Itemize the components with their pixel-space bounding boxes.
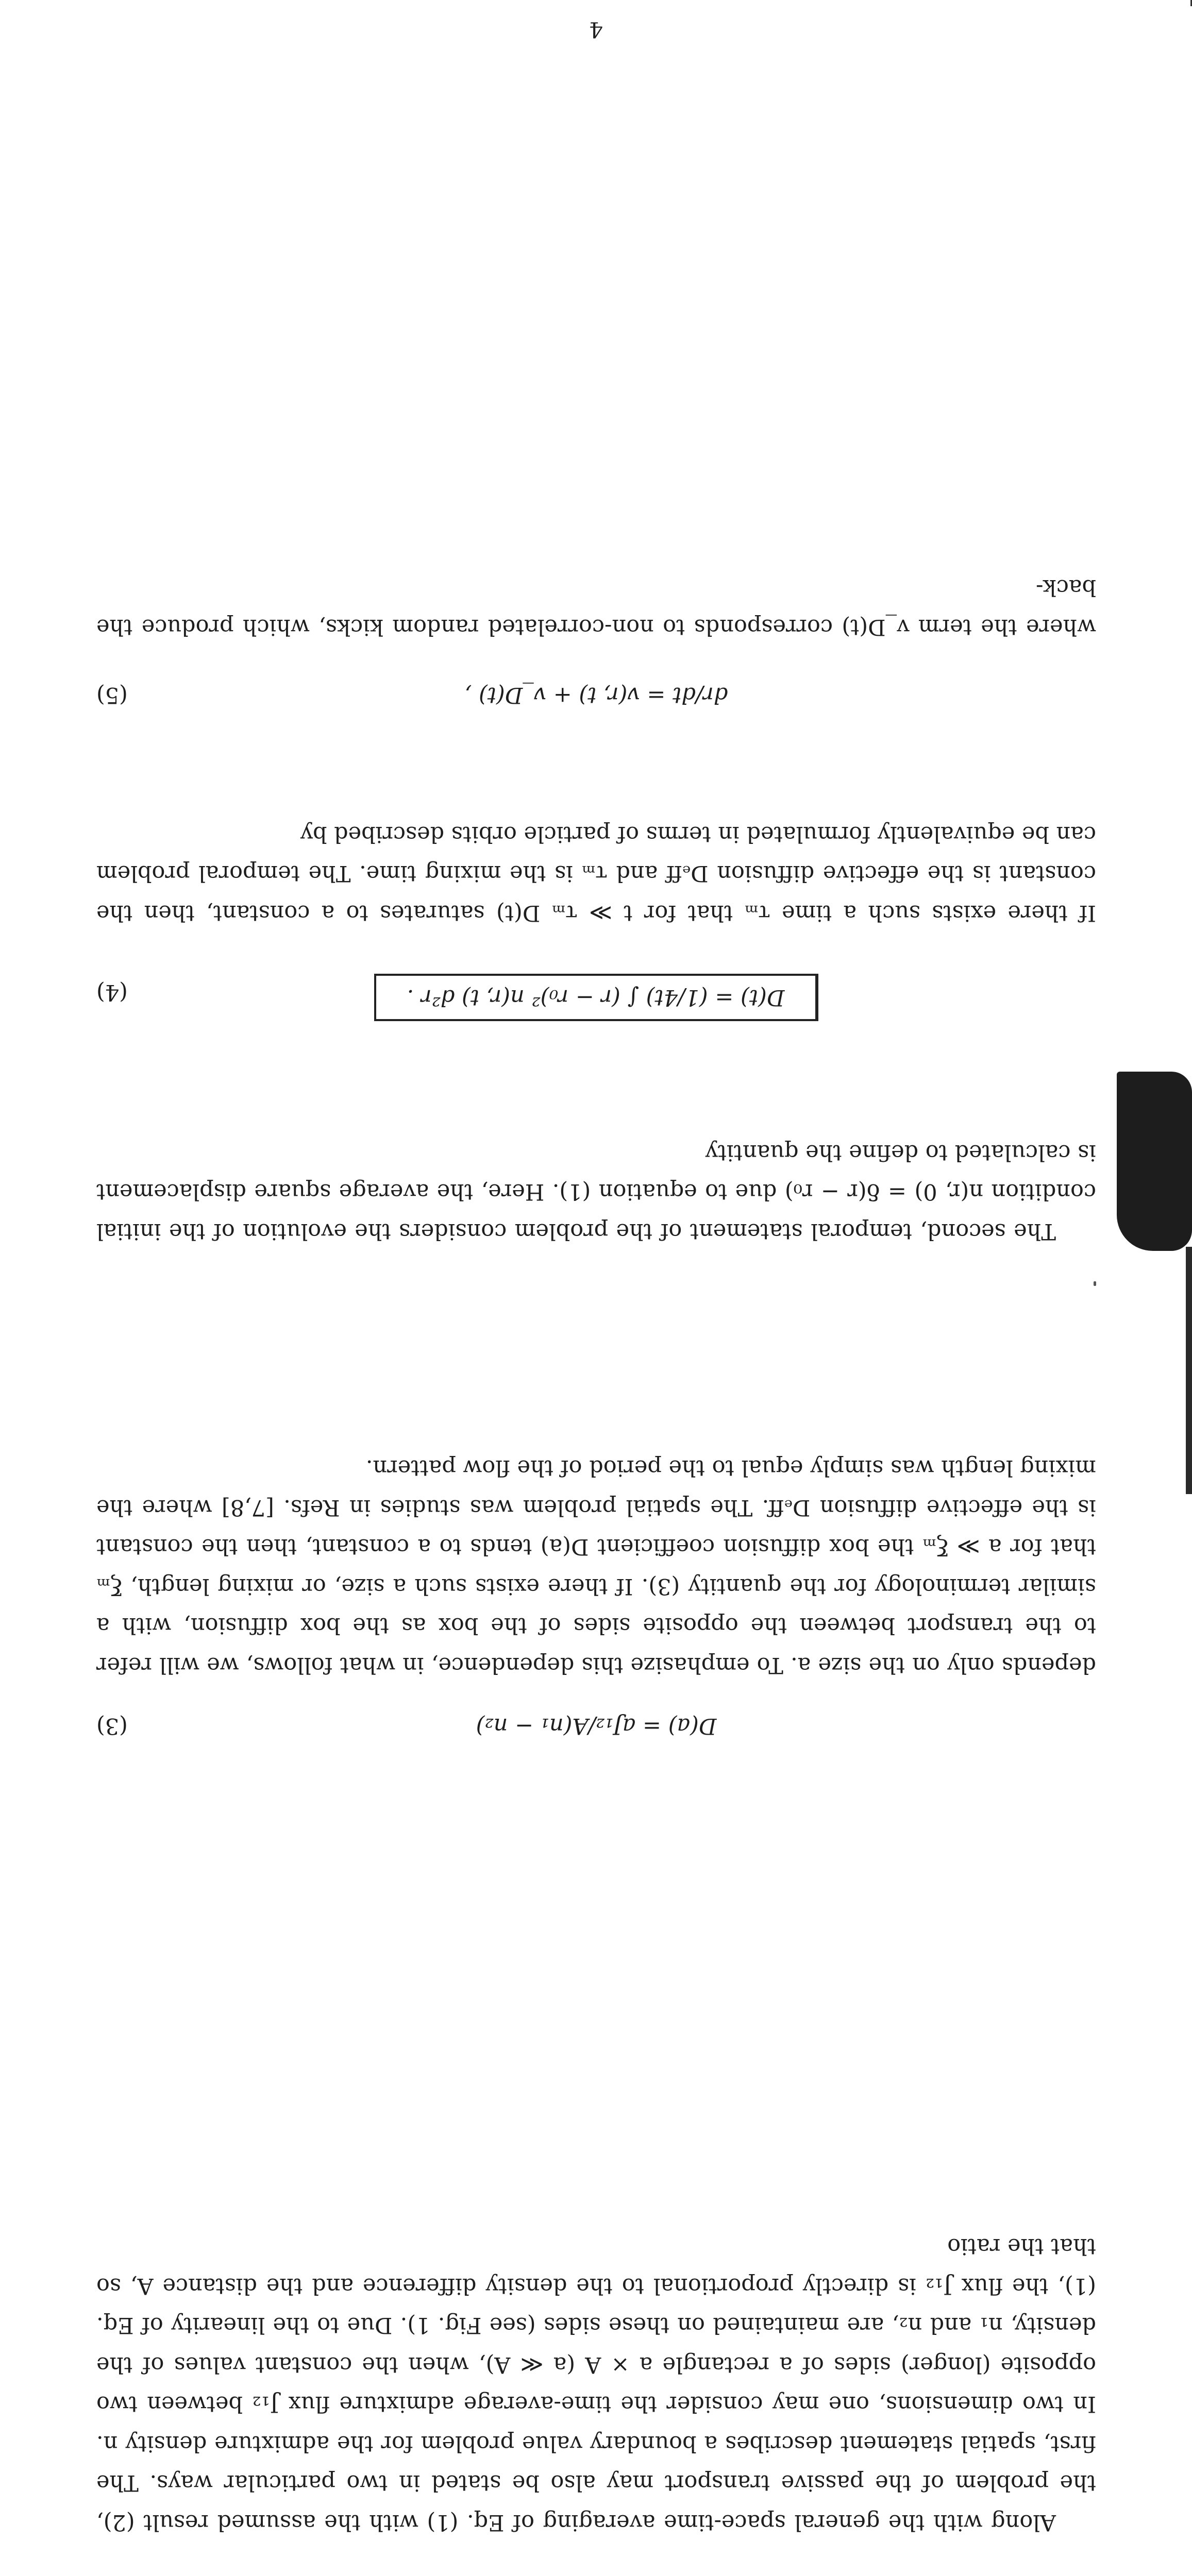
paragraph-5-text: where the term v_D(t) corresponds to non-correlated random kicks, which produce the back- xyxy=(96,574,1096,640)
equation-3-number: (3) xyxy=(96,1713,128,1739)
equation-5-formula: dr/dt = v(r, t) + v_D(t) , xyxy=(464,682,728,708)
equation-4-box: D(t) = (1/4t) ∫ (r − r₀)² n(r, t) d²r . xyxy=(374,974,819,1021)
paragraph-3-text: The second, temporal statement of the problem considers the evolution of the initial condition n(r, 0) = δ(r − r₀) due to equation (1). Here, the average square displacement is calculated to define the quantity xyxy=(96,1140,1096,1244)
scan-speck xyxy=(1094,1281,1096,1286)
equation-5 xyxy=(96,675,1096,715)
page-number: 4 xyxy=(589,17,603,42)
scan-shadow-artifact xyxy=(1117,1072,1192,1251)
paragraph-1-text: Along with the general space-time averaging of Eq. (1) with the assumed result (2), the problem of the passive transport may also be stated in two particular ways. The first, spatial statement describes a boundary value problem for the admixture density n. In two dimensions, one may consider the time-average admixture flux J₁₂ between two opposite (longer) sides of a rectangle a × A (a ≪ A), when the constant values of the density, n₁ and n₂, are maintained on these sides (see Fig. 1). Due to the linearity of Eq. (1), the flux J₁₂ is directly proportional to the density difference and the distance A, so that the ratio xyxy=(96,2233,1096,2535)
scan-edge-artifact xyxy=(1186,1247,1192,1494)
paragraph-1 xyxy=(96,2227,1096,2542)
equation-4-number: (4) xyxy=(96,979,128,1005)
paragraph-4 xyxy=(96,815,1096,933)
paragraph-2 xyxy=(96,1448,1096,1685)
paragraph-4-text: If there exists such a time τₘ that for t ≫ τₘ D(t) saturates to a constant, then the constant is the effective diffusion Dₑff and τₘ is the mixing time. The temporal problem can be equivalently formulated in terms of particle orbits described by xyxy=(96,821,1096,926)
equation-3 xyxy=(96,1706,1096,1745)
equation-3-formula: D(a) = aJ₁₂/A(n₁ − n₂) xyxy=(476,1713,717,1739)
equation-5-number: (5) xyxy=(96,682,128,708)
paragraph-5 xyxy=(96,568,1096,647)
equation-4 xyxy=(96,964,1096,1021)
paragraph-2-text: depends only on the size a. To emphasize this dependence, in what follows, we will refer to the transport between the opposite sides of the box as the box diffusion, with a similar terminology for the quantity (3). If there exists such a size, or mixing length, ξₘ that for a ≫ ξₘ the box diffusion coefficient D(a) tends to a constant, then the constant is the effective diffusion Dₑff. The spatial problem was studies in Refs. [7,8] where the mixing length was simply equal to the period of the flow pattern. xyxy=(96,1455,1096,1678)
equation-4-wrap xyxy=(96,974,1096,1021)
paragraph-3 xyxy=(96,1133,1096,1251)
